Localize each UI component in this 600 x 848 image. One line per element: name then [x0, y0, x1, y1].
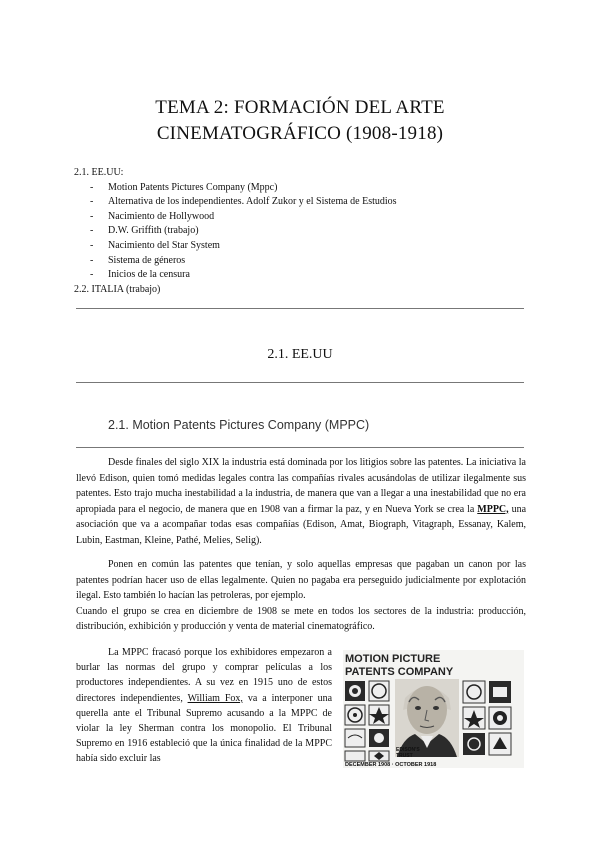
poster-dates: DECEMBER 1908 · OCTOBER 1918 [345, 762, 437, 768]
paragraph-text: La MPPC fracasó porque los exhibidores empezaron a burlar las normas del grupo y comprar películas a los productores independientes. A su vez en 1915 uno de estos directores independientes, [76, 647, 332, 704]
paragraph-3-text: Cuando el grupo se crea en diciembre de 1908 se mete en todos los sectores de la industria: producción, distribución, exhibición y producción y venta de material cinematográfico. [76, 605, 526, 632]
mppc-poster-image [343, 650, 524, 768]
dash-marker: - [90, 225, 94, 237]
company-logo-icon [489, 733, 511, 755]
toc-item [90, 210, 397, 225]
toc-item-label: Nacimiento de Hollywood [108, 210, 215, 222]
toc-item [90, 254, 397, 269]
poster-title-2: PATENTS COMPANY [345, 666, 454, 678]
toc-item-label: Motion Patents Pictures Company (Mppc) [108, 181, 278, 193]
toc-item [90, 268, 397, 283]
company-logo-icon [345, 705, 365, 725]
company-logo-icon [369, 705, 389, 725]
poster-title-1: MOTION PICTURE [345, 653, 441, 665]
table-of-contents [74, 166, 397, 297]
toc-item [90, 195, 397, 210]
toc-item-label: D.W. Griffith (trabajo) [108, 225, 199, 237]
company-logo-icon [463, 733, 485, 755]
toc-item [90, 239, 397, 254]
toc-item [90, 224, 397, 239]
toc-item-label: Inicios de la censura [108, 269, 190, 281]
toc-item-label: Sistema de géneros [108, 254, 186, 266]
toc-item [90, 181, 397, 196]
dash-marker: - [90, 210, 94, 222]
divider [76, 447, 524, 448]
poster-artwork [343, 650, 524, 768]
divider [76, 308, 524, 309]
company-logo-icon [369, 681, 389, 701]
company-logo-icon [489, 707, 511, 729]
toc-section-1: 2.1. EE.UU: [74, 167, 124, 178]
company-logo-icon [369, 729, 389, 747]
paragraph-1 [76, 455, 526, 548]
dash-marker: - [90, 254, 94, 266]
toc-list [74, 181, 397, 283]
company-logo-icon [369, 751, 389, 761]
toc-section-2: 2.2. ITALIA (trabajo) [74, 283, 161, 295]
william-fox-link[interactable]: William Fox, [187, 692, 243, 704]
company-logo-icon [463, 707, 485, 729]
mppc-link[interactable]: MPPC, [477, 503, 509, 515]
subsection-heading: 2.1. Motion Patents Pictures Company (MPPC) [108, 418, 370, 432]
paragraph-text: una asociación que va a acompañar todas esas compañías (Edison, Amat, Biograph, Vitagraph, Essanay, Kalem, Lubin, Eastman, Kleine, Pathé, Melies, Selig). [76, 503, 527, 546]
paragraph-2 [76, 557, 526, 635]
toc-item-label: Alternativa de los independientes. Adolf Zukor y el Sistema de Estudios [108, 196, 397, 208]
dash-marker: - [90, 269, 94, 281]
dash-marker: - [90, 196, 94, 208]
title-line-1: TEMA 2: FORMACIÓN DEL ARTE [155, 97, 445, 118]
company-logo-icon [489, 681, 511, 703]
paragraph-text: va a interponer una querella ante el Tribunal Supremo acusando a la MPPC de violar la ley Sherman contra los monopolio. El Tribunal Supremo en 1916 estableció que la única finalidad de la MPPC había sido excluir las [76, 692, 333, 765]
paragraph-4 [76, 645, 332, 767]
company-logo-icon [345, 751, 365, 761]
dash-marker: - [90, 239, 94, 251]
poster-caption-1: EDISON'S [396, 747, 420, 753]
paragraph-text: Desde finales del siglo XIX la industria está dominada por los litigios sobre las patentes. La iniciativa la llevó Edison, quien tomó medidas legales contra las compañías rivales acusándolas de utilizar ilegalmente sus patentes. Esto trajo mucha inestabilidad a la industria, de manera que van a llegar a una inestabilidad que no era apropiada para el negocio, de manera que en 1908 van a firmar la paz, y en Nueva York se crea la [76, 457, 526, 515]
title-line-2: CINEMATOGRÁFICO (1908-1918) [156, 123, 444, 144]
section-heading: 2.1. EE.UU [267, 347, 333, 362]
company-logo-icon [345, 681, 365, 701]
divider [76, 382, 524, 383]
dash-marker: - [90, 181, 94, 193]
company-logo-icon [345, 729, 365, 747]
company-logo-icon [463, 681, 485, 703]
paragraph-text: Ponen en común las patentes que tenían, y solo aquellas empresas que pagaban un canon por las patentes podrían hacer uso de ellas legalmente. Quien no pagaba era perseguido judicialmente por explotación ilegal. Esto también lo hacían las petroleras, por ejemplo. [76, 559, 526, 601]
poster-caption-2: TRUST [396, 753, 413, 759]
edison-portrait [395, 679, 459, 757]
toc-item-label: Nacimiento del Star System [108, 239, 220, 251]
